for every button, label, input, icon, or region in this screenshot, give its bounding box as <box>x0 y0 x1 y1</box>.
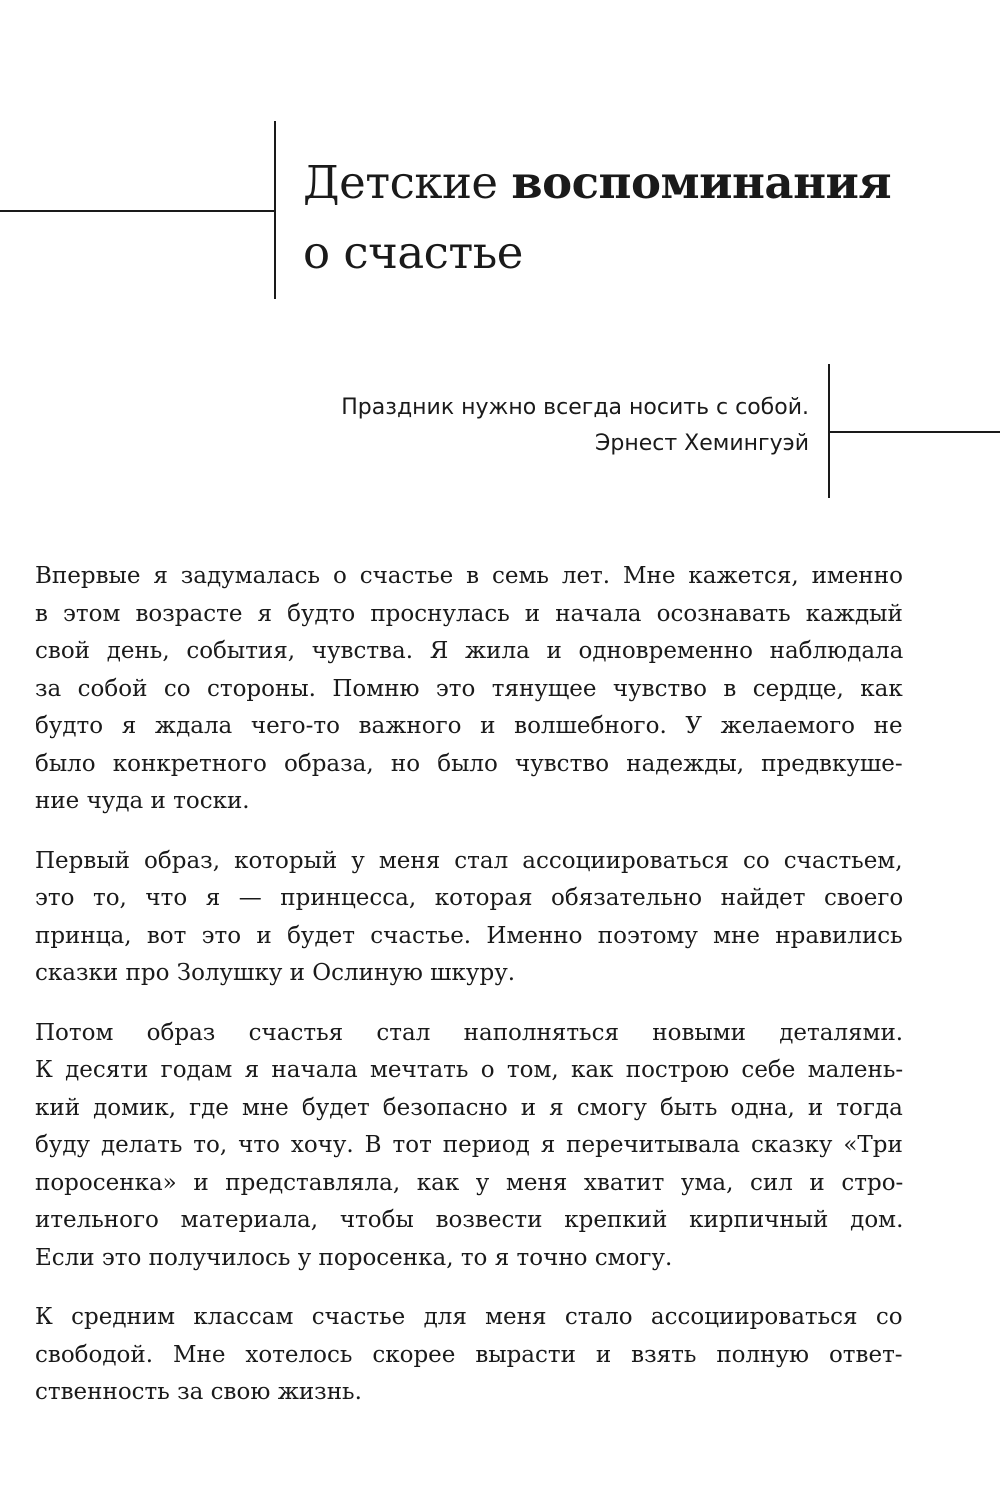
title-bold-word: воспоминания <box>511 156 892 209</box>
text-line: будто я ждала чего-то важного и волшебного. У желаемого не <box>35 713 903 739</box>
text-line: ственность за свою жизнь. <box>35 1379 362 1405</box>
title-regular-word: Детские <box>303 156 498 209</box>
title-vertical-rule <box>274 121 276 299</box>
body-text <box>35 558 903 1434</box>
text-line: сказки про Золушку и Ослиную шкуру. <box>35 960 516 986</box>
title-line-2: о счастье <box>303 226 523 279</box>
text-line: кий домик, где мне будет безопасно и я смогу быть одна, и тогда <box>35 1094 903 1121</box>
epigraph-author: Эрнест Хемингуэй <box>595 431 809 456</box>
text-line: буду делать то, что хочу. В тот период я перечитывала сказку «Три <box>35 1132 903 1158</box>
text-line: было конкретного образа, но было чувство надежды, предвкуше- <box>35 750 903 777</box>
epigraph <box>341 390 809 462</box>
text-line: в этом возрасте я будто проснулась и начала осознавать каждый <box>35 600 903 627</box>
text-line: Первый образ, который у меня стал ассоциироваться со счастьем, <box>35 847 903 874</box>
text-line: свой день, события, чувства. Я жила и одновременно наблюдала <box>35 638 904 664</box>
paragraph-2 <box>35 843 903 993</box>
text-line: принца, вот это и будет счастье. Именно поэтому мне нравились <box>35 922 903 949</box>
text-line: Если это получилось у поросенка, то я точно смогу. <box>35 1244 673 1271</box>
text-line: К десяти годам я начала мечтать о том, как построю себе малень- <box>35 1057 904 1083</box>
chapter-title <box>303 148 891 288</box>
text-line: поросенка» и представляла, как у меня хватит ума, сил и стро- <box>35 1169 904 1196</box>
text-line: за собой со стороны. Помню это тянущее чувство в сердце, как <box>35 675 903 702</box>
text-line: это то, что я — принцесса, которая обязательно найдет своего <box>35 885 904 911</box>
text-line: К средним классам счастье для меня стало ассоциироваться со <box>35 1304 903 1330</box>
text-line: Впервые я задумалась о счастье в семь лет. Мне кажется, именно <box>35 563 903 589</box>
paragraph-3 <box>35 1015 903 1278</box>
epigraph-quote: Праздник нужно всегда носить с собой. <box>341 395 809 420</box>
title-line-1 <box>303 156 891 209</box>
title-horizontal-rule <box>0 210 276 212</box>
epigraph-horizontal-rule <box>828 431 1000 433</box>
text-line: ительного материала, чтобы возвести крепкий кирпичный дом. <box>35 1207 904 1233</box>
text-line: Потом образ счастья стал наполняться новыми деталями. <box>35 1019 904 1046</box>
paragraph-4 <box>35 1299 903 1412</box>
paragraph-1 <box>35 558 903 821</box>
text-line: ние чуда и тоски. <box>35 788 250 814</box>
text-line: свободой. Мне хотелось скорее вырасти и взять полную ответ- <box>35 1341 903 1368</box>
